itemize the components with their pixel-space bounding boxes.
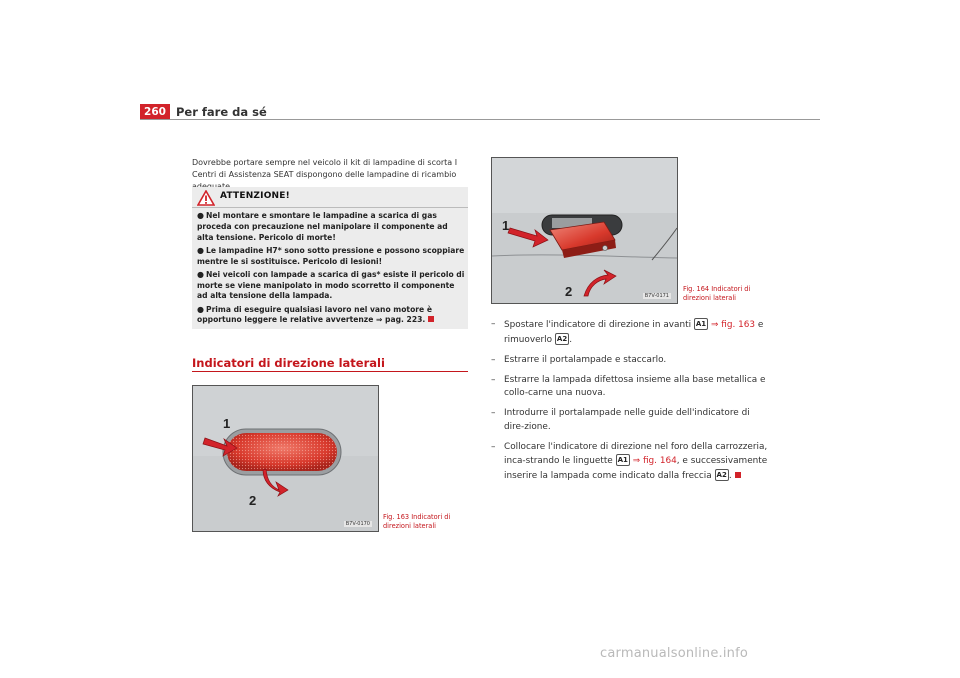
figure-code: B7V-0171: [644, 293, 669, 299]
watermark: carmanualsonline.info: [600, 646, 749, 661]
end-of-section-icon: [735, 472, 741, 478]
figure-reference-link[interactable]: ⇒ fig. 164: [629, 456, 677, 466]
figure-code: B7V-0170: [345, 521, 370, 527]
header-rule: [140, 119, 820, 120]
warning-list: [197, 211, 465, 329]
warning-triangle-icon: [197, 190, 215, 206]
intro-paragraph: Dovrebbe portare sempre nel veicolo il kit di lampadine di scorta I Centri di Assistenza SEAT dispongono delle lampadine di ricambio: [192, 158, 458, 179]
warning-title: ATTENZIONE!: [220, 191, 290, 201]
warning-item: ● Nei veicoli con lampade a scarica di gas* esiste il pericolo di morte se viene manipolato in modo scorretto il componente ad alta tensione della lampada.: [197, 269, 465, 301]
page-reference-link[interactable]: ⇒ pag. 223.: [376, 315, 426, 325]
step-item: – Spostare l'indicatore di direzione in avanti A1 ⇒ fig. 163 e rimuoverlo A2 .: [491, 319, 764, 345]
dash-marker: –: [491, 441, 496, 452]
figure-164-caption: Fig. 164 Indicatori di direzioni laterali: [683, 285, 751, 302]
figure-164: [491, 157, 678, 304]
bullet-icon: ●: [197, 304, 204, 314]
callout-badge-2: A2: [716, 470, 727, 479]
instruction-steps: [491, 318, 771, 490]
dash-marker: –: [491, 354, 496, 365]
bullet-icon: ●: [197, 269, 204, 279]
figure-reference-link[interactable]: ⇒ fig. 163: [708, 320, 756, 330]
section-heading: Indicatori di direzione laterali: [192, 356, 385, 370]
callout-badge-2: A2: [556, 334, 568, 343]
bullet-icon: ●: [197, 211, 204, 220]
figure-164-illustration: [492, 158, 677, 303]
callout-badge-1: A1: [617, 456, 628, 464]
step-item: – Introdurre il portalampade nelle guide dell'indicatore di dire-zione.: [491, 408, 750, 432]
dash-marker: –: [491, 408, 496, 418]
figure-163-illustration: [193, 386, 378, 531]
section-rule: [192, 371, 468, 372]
figure-163: [192, 385, 379, 532]
figure-label-1: 1: [223, 416, 231, 431]
dash-marker: –: [491, 374, 496, 385]
figure-label-1: 1: [502, 218, 510, 233]
step-item: – Collocare l'indicatore di direzione nel foro della carrozzeria, inca-strando le linguette A1 ⇒ fig. 164, e successivamente inserire la lampada come indicato dalla freccia A2 .: [491, 441, 768, 481]
warning-header: [192, 187, 468, 208]
figure-163-caption: Fig. 163 Indicatori di direzioni laterali: [383, 513, 451, 530]
warning-item: ● Prima di eseguire qualsiasi lavoro nel vano motore è opportuno leggere le relative avvertenze ⇒ pag. 223.: [197, 305, 465, 327]
callout-badge-1: A1: [695, 320, 707, 328]
dash-marker: –: [491, 319, 496, 329]
bullet-icon: ●: [197, 245, 204, 255]
step-item: – Estrarre il portalampade e staccarlo.: [491, 354, 771, 368]
end-of-section-icon: [428, 316, 434, 322]
step-item: – Estrarre la lampada difettosa insieme alla base metallica e collo-carne una nuova.: [491, 374, 766, 398]
warning-item: ● Nel montare e smontare le lampadine a scarica di gas proceda con precauzione nel manipolare il componente ad alta tensione. Pericolo di morte!: [197, 211, 448, 242]
page-number: 260: [140, 104, 170, 120]
warning-box: [192, 187, 468, 329]
figure-label-2: 2: [249, 493, 257, 508]
warning-item: ● Le lampadine H7* sono sotto pressione e possono scoppiare mentre le si sostituisce. Pericolo di lesioni!: [197, 245, 465, 266]
figure-label-2: 2: [565, 284, 573, 299]
running-title: Per fare da sé: [176, 105, 267, 119]
